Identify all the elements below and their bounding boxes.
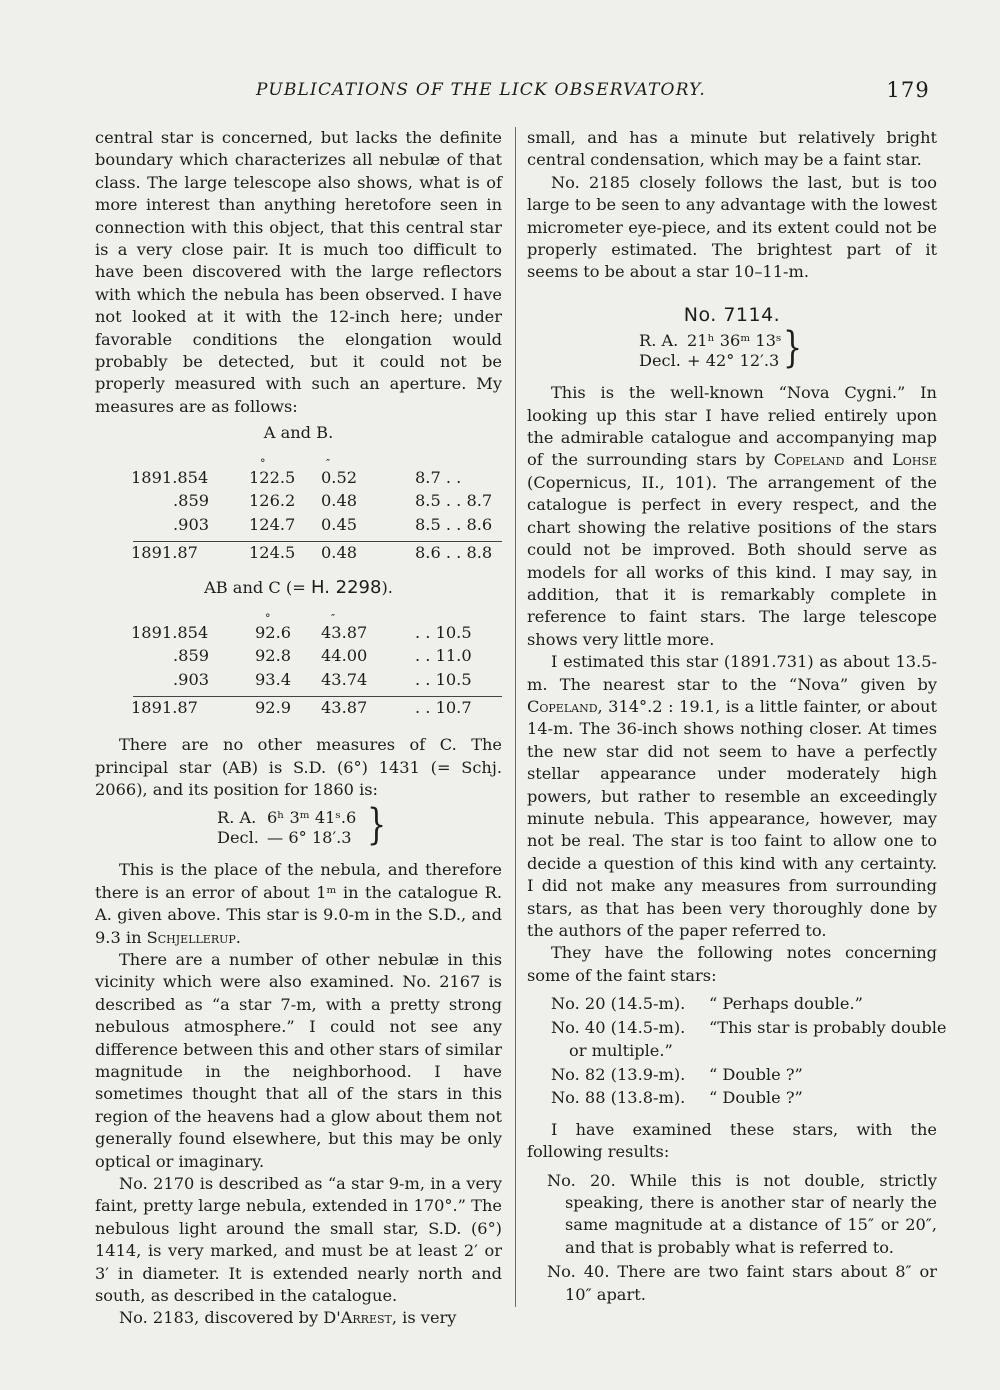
- note-text: “ Perhaps double.”: [709, 994, 863, 1014]
- cell-magnitude: . . 10.7: [415, 698, 472, 718]
- left-column: [95, 127, 502, 1330]
- cell-date: 1891.87: [131, 698, 198, 718]
- table-ac-title: [95, 577, 502, 599]
- name-copeland: Copeland: [527, 696, 598, 716]
- ra-value: 6ʰ 3ᵐ 41ˢ.6: [267, 808, 357, 828]
- paragraph: No. 2185 closely follows the last, but is too large to be seen to any advantage with the lowest micrometer eye-piece, and its extent could not be properly estimated. The brightest part of it seems to be about a star 10–11-m.: [527, 172, 937, 282]
- notes-list: [527, 993, 947, 1111]
- reference-copernicus: (Copernicus, II., 101).: [527, 472, 718, 492]
- position-block: [527, 324, 937, 378]
- note-star: No. 88 (13.8-m).: [551, 1088, 686, 1108]
- list-item: [527, 1064, 937, 1088]
- right-column: [527, 127, 947, 1306]
- cell-date: 1891.87: [131, 543, 198, 563]
- cell-angle: 92.9: [255, 698, 292, 718]
- column-divider: [515, 127, 516, 1307]
- cell-distance: 43.87: [321, 622, 368, 642]
- cell-distance: 43.74: [321, 669, 368, 689]
- ra-label: R. A.: [639, 331, 679, 351]
- decl-label: Decl.: [217, 828, 259, 848]
- decl-value: + 42° 12′.3: [687, 351, 780, 371]
- cell-date: .903: [173, 669, 210, 689]
- result-item: No. 20. While this is not double, strictly speaking, there is another star of nearly the same magnitude at a distance of 15″ or 20″, and that is probably what is referred to.: [547, 1170, 937, 1257]
- text-run: , is very: [391, 1308, 457, 1328]
- cell-magnitude: 8.5 . . 8.6: [415, 514, 493, 534]
- title-prefix: AB and C (=: [204, 578, 306, 598]
- decl-label: Decl.: [639, 351, 681, 371]
- cell-magnitude: . . 10.5: [415, 622, 472, 642]
- cell-distance: 0.45: [321, 514, 358, 534]
- paragraph: No. 2170 is described as “a star 9-m, in a very faint, pretty large nebula, extended in 170°.” The nebulous light around the small star, S.D. (6°) 1414, is very marked, and must be at least 2′ or 3′ in diameter. It is extended nearly north and south, as described in the catalogue.: [95, 1174, 502, 1306]
- unit-arcsec: ″: [331, 611, 336, 625]
- table-row: [95, 669, 502, 693]
- name-copeland: Copeland: [773, 450, 845, 470]
- text-run: , 314°.2 : 19.1, is a little fainter, or about 14-m. The 36-inch shows nothing closer. At times the new star did not seem to have a perfectly stellar appearance under moderately high powers, but rather to resemble an exceedingly minute nebula. This appearance, however, may not be real. The star is too faint to allow one to decide a question of this kind with any certainty. I did not make any measures from surrounding stars, as that has been very thoroughly done by the authors of the paper referred to.: [527, 696, 937, 940]
- cell-date: .859: [173, 646, 210, 666]
- table-row: [95, 622, 502, 646]
- ra-value: 21ʰ 36ᵐ 13ˢ: [687, 331, 782, 351]
- paragraph: They have the following notes concerning some of the faint stars:: [527, 943, 937, 985]
- cell-magnitude: . . 10.5: [415, 669, 472, 689]
- list-item: [527, 993, 937, 1017]
- position-block: [95, 801, 502, 855]
- list-item: [527, 1040, 937, 1064]
- text-run: and: [852, 450, 884, 470]
- note-text: “This star is probably double: [709, 1017, 947, 1037]
- table-row: [95, 490, 502, 514]
- text-run: I estimated this star (1891.731) as about 13.5-m. The nearest star to the “Nova” given by: [527, 652, 937, 694]
- note-star: No. 82 (13.9-m).: [551, 1064, 686, 1084]
- title-h-number: H. 2298: [310, 577, 382, 599]
- journal-title: PUBLICATIONS OF THE LICK OBSERVATORY.: [256, 80, 707, 100]
- cell-distance: 44.00: [321, 646, 368, 666]
- table-row: [95, 467, 502, 491]
- unit-degree: °: [260, 456, 266, 470]
- section-heading: No. 7114.: [683, 303, 781, 326]
- text-run: .: [235, 927, 241, 947]
- cell-distance: 0.48: [321, 491, 358, 511]
- table-mean-row: [133, 696, 502, 726]
- paragraph: There are a number of other nebulæ in this vicinity which were also examined. No. 2167 is described as “a star 7-m, with a pretty strong nebulous atmosphere.” I could not see any difference between this and other stars of similar magnitude in the neighborhood. I have sometimes thought that all of the stars in this region of the heavens had a glow about them not generally found elsewhere, but this may be only optical or imaginary.: [95, 949, 502, 1171]
- cell-angle: 124.5: [249, 543, 296, 563]
- note-text: or multiple.”: [569, 1041, 673, 1061]
- name-darrest: D'Arrest: [323, 1308, 392, 1328]
- paragraph: There are no other measures of C. The principal star (AB) is S.D. (6°) 1431 (= Schj. 2066), and its position for 1860 is:: [95, 735, 502, 799]
- paragraph: small, and has a minute but relatively bright central condensation, which may be a faint star.: [527, 128, 937, 170]
- name-schjellerup: Schjellerup: [146, 927, 236, 947]
- list-item: [527, 1087, 937, 1111]
- cell-angle: 93.4: [255, 669, 292, 689]
- text-run: No. 2183, discovered by: [119, 1308, 319, 1328]
- text-run: This is the well-known “Nova Cygni.” In looking up this star I have relied entirely upon the admirable catalogue and accompanying map of the surrounding stars by: [527, 383, 937, 470]
- table-units: [95, 455, 502, 470]
- note-star: No. 20 (14.5-m).: [551, 994, 686, 1014]
- brace: }: [367, 801, 387, 851]
- table-ab: [95, 467, 502, 572]
- cell-distance: 0.48: [321, 543, 358, 563]
- note-text: “ Double ?”: [709, 1088, 803, 1108]
- decl-value: — 6° 18′.3: [267, 828, 352, 848]
- cell-date: .859: [173, 491, 210, 511]
- cell-magnitude: 8.6 . . 8.8: [415, 543, 493, 563]
- unit-degree: °: [265, 611, 271, 625]
- table-ac: [95, 622, 502, 727]
- list-item: [527, 1017, 947, 1041]
- result-item: No. 40. There are two faint stars about 8″ or 10″ apart.: [547, 1262, 937, 1304]
- paragraph: I have examined these stars, with the following results:: [527, 1119, 937, 1162]
- table-units: [95, 610, 502, 625]
- text-run: The arrangement of the catalogue is perfect in every respect, and the chart showing the relative positions of the stars could not be improved. Both should serve as models for all works of this kind. I may say, in addition, that it is remarkably complete in reference to faint stars. The large telescope shows very little more.: [527, 472, 937, 649]
- table-ab-title: A and B.: [263, 423, 334, 443]
- cell-date: 1891.854: [131, 467, 209, 487]
- cell-distance: 0.52: [321, 467, 358, 487]
- text-run: This is the place of the nebula, and therefore there is an error of about 1ᵐ in the catalogue R. A. given above. This star is 9.0-m in the S.D., and 9.3 in: [95, 860, 502, 947]
- paragraph: [527, 651, 937, 942]
- paragraph: [95, 1307, 502, 1329]
- cell-magnitude: . . 11.0: [415, 646, 472, 666]
- note-star: No. 40 (14.5-m).: [551, 1017, 686, 1037]
- unit-arcsec: ″: [326, 456, 331, 470]
- paragraph: central star is concerned, but lacks the definite boundary which characterizes all nebulæ of that class. The large telescope also shows, what is of more interest than anything heretofore seen in connection with this object, that this central star is a very close pair. It is much too difficult to have been discovered with the large reflectors with which the nebula has been observed. I have not looked at it with the 12-inch here; under favorable conditions the elongation would probably be detected, but it could not be properly measured with such an aperture. My measures are as follows:: [95, 128, 502, 416]
- note-text: “ Double ?”: [709, 1064, 803, 1084]
- cell-distance: 43.87: [321, 698, 368, 718]
- cell-angle: 122.5: [249, 467, 296, 487]
- cell-angle: 92.6: [255, 622, 292, 642]
- cell-magnitude: 8.7 . .: [415, 467, 462, 487]
- name-lohse: Lohse: [892, 450, 937, 470]
- cell-angle: 124.7: [249, 514, 296, 534]
- table-row: [95, 645, 502, 669]
- cell-date: 1891.854: [131, 622, 209, 642]
- cell-angle: 126.2: [249, 491, 296, 511]
- cell-date: .903: [173, 514, 210, 534]
- table-row: [95, 514, 502, 538]
- cell-magnitude: 8.5 . . 8.7: [415, 491, 493, 511]
- brace: }: [783, 324, 803, 374]
- paragraph: [95, 859, 502, 949]
- title-suffix: ).: [381, 578, 393, 598]
- ra-label: R. A.: [217, 808, 257, 828]
- page-number: 179: [886, 78, 930, 102]
- paragraph: [527, 382, 937, 651]
- table-mean-row: [133, 541, 502, 571]
- cell-angle: 92.8: [255, 646, 292, 666]
